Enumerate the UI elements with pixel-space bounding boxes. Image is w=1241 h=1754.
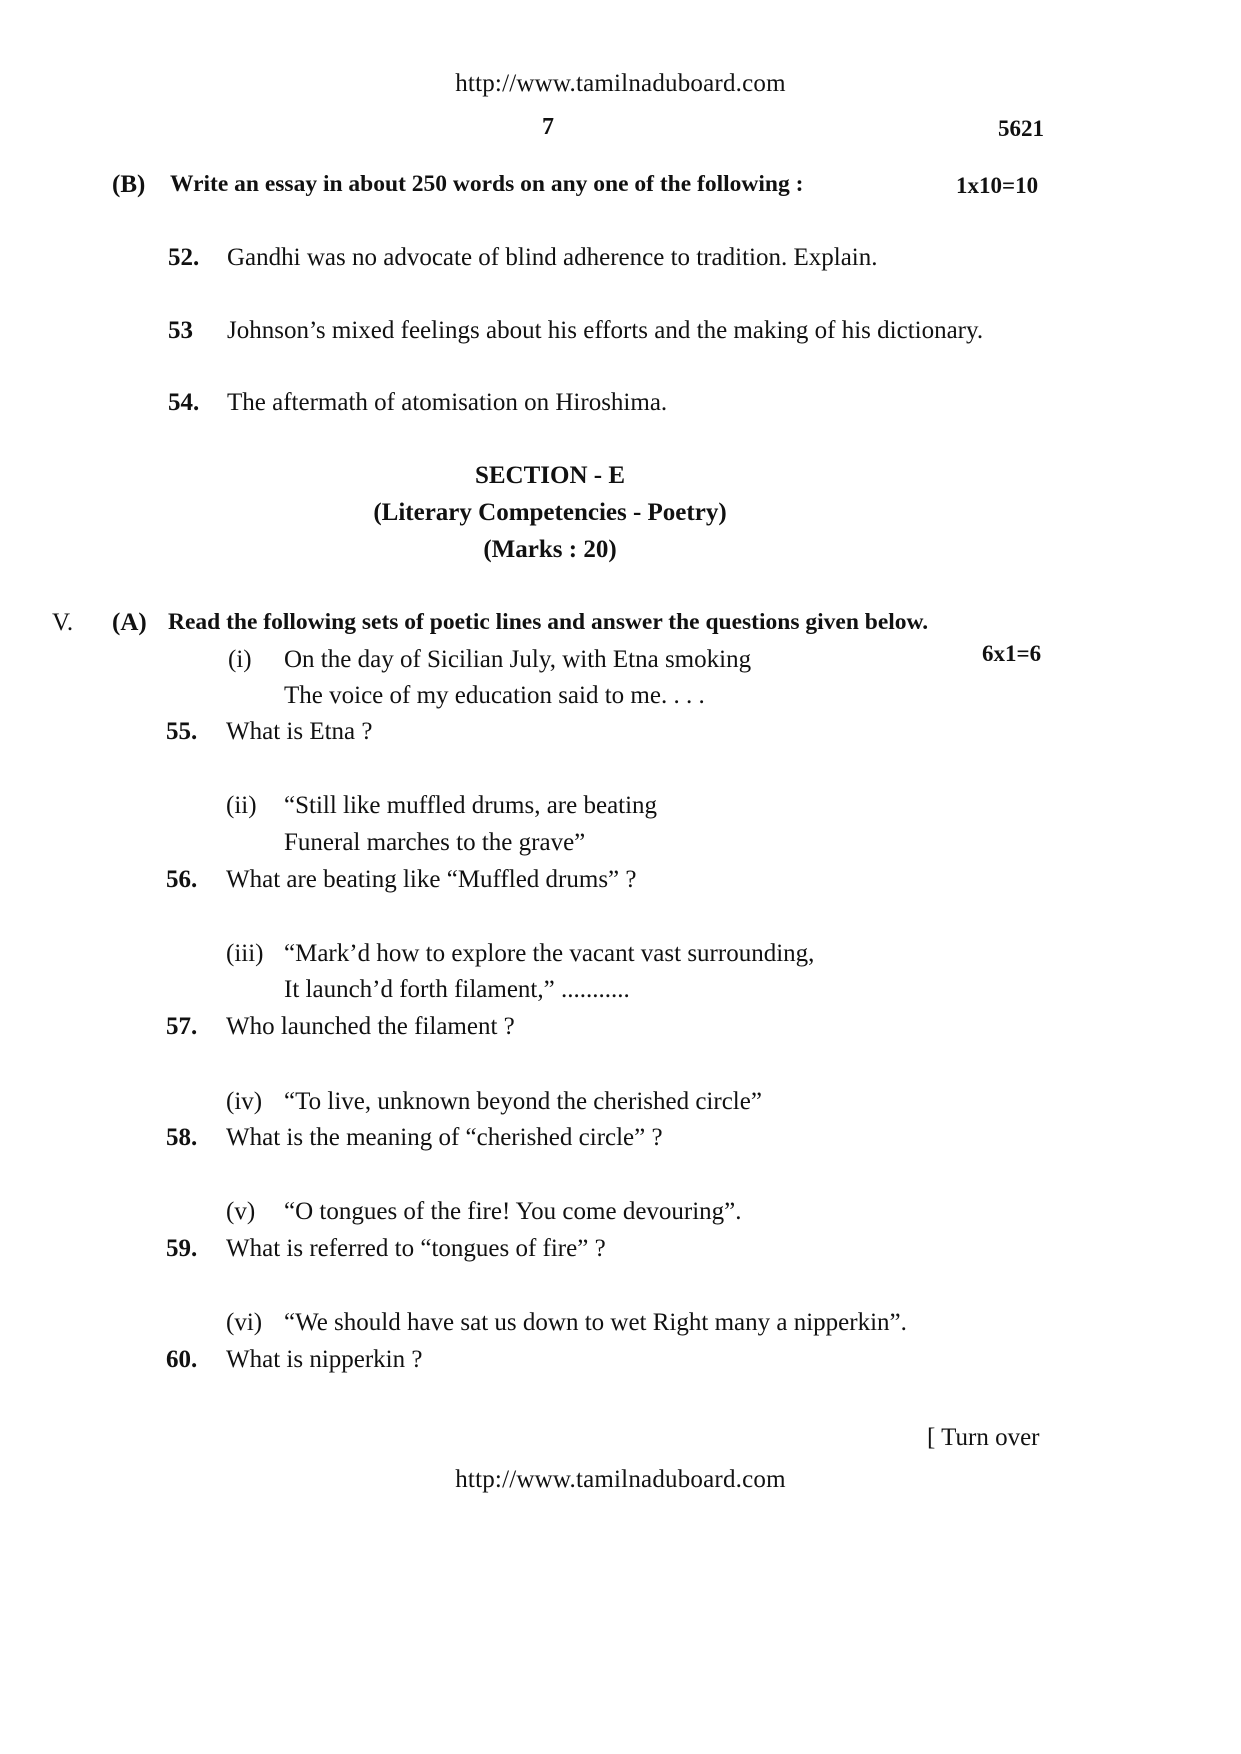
part-v-roman: V.	[52, 609, 74, 636]
part-v-label: (A)	[112, 609, 147, 636]
question-text: The aftermath of atomisation on Hiroshima.	[227, 389, 668, 416]
poem-line: “Mark’d how to explore the vacant vast surrounding,	[284, 940, 815, 967]
question-text: What is the meaning of “cherished circle” ?	[226, 1124, 663, 1151]
question-text: Gandhi was no advocate of blind adherence to tradition. Explain.	[227, 244, 878, 271]
poem-label: (iv)	[226, 1088, 263, 1115]
footer-url: http://www.tamilnaduboard.com	[455, 1466, 786, 1493]
section-marks: (Marks : 20)	[483, 536, 617, 563]
section-subtitle: (Literary Competencies - Poetry)	[373, 499, 727, 526]
poem-line: The voice of my education said to me. . . .	[284, 682, 705, 709]
page-number: 7	[542, 114, 554, 140]
poem-label: (vi)	[226, 1309, 263, 1336]
question-number: 55.	[166, 718, 198, 745]
question-number: 53	[168, 317, 193, 344]
question-text: What are beating like “Muffled drums” ?	[226, 866, 637, 893]
question-text: Who launched the filament ?	[226, 1013, 515, 1040]
part-b-instruction: Write an essay in about 250 words on any one of the following :	[170, 171, 804, 197]
turn-over: [ Turn over	[927, 1424, 1040, 1451]
question-text: What is nipperkin ?	[226, 1346, 423, 1373]
poem-label: (i)	[228, 646, 252, 673]
poem-line: It launch’d forth filament,” ...........	[284, 976, 630, 1003]
part-v-marks: 6x1=6	[982, 641, 1042, 666]
part-b-marks: 1x10=10	[956, 173, 1039, 198]
poem-label: (ii)	[226, 792, 257, 819]
poem-line: On the day of Sicilian July, with Etna smoking	[284, 646, 752, 673]
paper-code: 5621	[998, 116, 1044, 141]
question-number: 52.	[168, 244, 200, 271]
question-number: 57.	[166, 1013, 198, 1040]
question-number: 54.	[168, 389, 200, 416]
poem-label: (v)	[226, 1198, 256, 1225]
header-url: http://www.tamilnaduboard.com	[455, 70, 786, 97]
question-text: What is Etna ?	[226, 718, 373, 745]
part-b-label: (B)	[112, 171, 146, 198]
question-number: 56.	[166, 866, 198, 893]
question-text: What is referred to “tongues of fire” ?	[226, 1235, 606, 1262]
poem-line: “To live, unknown beyond the cherished circle”	[284, 1088, 762, 1115]
poem-line: Funeral marches to the grave”	[284, 829, 586, 856]
poem-label: (iii)	[226, 940, 264, 967]
poem-line: “We should have sat us down to wet Right many a nipperkin”.	[284, 1309, 907, 1336]
section-title: SECTION - E	[474, 462, 626, 489]
question-number: 58.	[166, 1124, 198, 1151]
poem-line: “O tongues of the fire! You come devouring”.	[284, 1198, 742, 1225]
poem-line: “Still like muffled drums, are beating	[284, 792, 658, 819]
part-v-instruction: Read the following sets of poetic lines and answer the questions given below.	[168, 609, 929, 635]
question-number: 59.	[166, 1235, 198, 1262]
question-text: Johnson’s mixed feelings about his efforts and the making of his dictionary.	[227, 317, 984, 344]
question-number: 60.	[166, 1346, 198, 1373]
